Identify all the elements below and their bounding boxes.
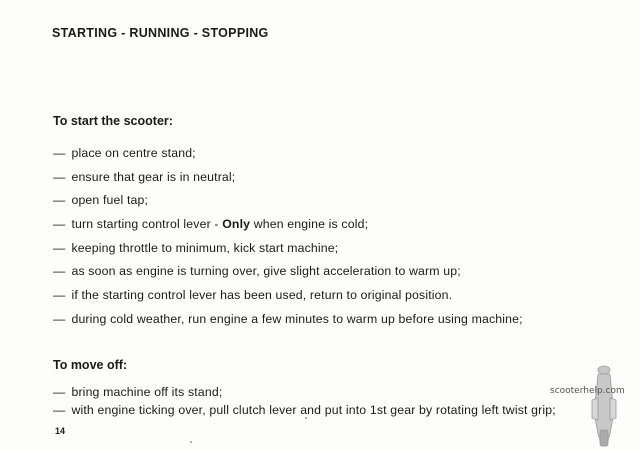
dash: — [53,193,66,208]
step-text: ensure that gear is in neutral; [71,169,236,184]
dash: — [53,240,66,255]
dash: — [53,402,66,417]
step-text: open fuel tap; [71,193,149,208]
step-text: if the starting control lever has been used, return to original position. [71,288,453,303]
step-text: during cold weather, run engine a few minutes to warm up before using machine; [71,311,523,326]
scooter-silhouette-icon [548,360,628,450]
dash: — [53,146,66,160]
start-steps-list [53,145,523,335]
start-section-heading: To start the scooter: [53,114,173,128]
list-item [53,216,523,240]
step-text: with engine ticking over, pull clutch lever and put into 1st gear by rotating left twist grip; [71,402,556,417]
list-item [53,384,556,402]
list-item [53,287,523,311]
page-number: 14 [55,426,66,436]
move-section-heading: To move off: [53,358,128,372]
dash: — [53,217,66,232]
print-speck [190,441,192,443]
watermark-text: scooterhelp.com [550,386,625,396]
list-item [53,311,523,335]
step-text-emphasis: Only [222,217,251,232]
list-item [53,145,523,169]
dash: — [53,169,66,184]
list-item [53,240,523,264]
dash: — [53,264,66,279]
step-text: place on centre stand; [71,146,196,160]
dash: — [53,385,66,399]
step-text-after: when engine is cold; [250,217,369,232]
dash: — [53,311,66,326]
step-text-before: turn starting control lever - [71,217,223,232]
list-item [53,192,523,216]
list-item [53,169,523,193]
step-text: bring machine off its stand; [71,385,223,399]
step-text: keeping throttle to minimum, kick start machine; [71,240,339,255]
list-item [53,263,523,287]
page-title: STARTING - RUNNING - STOPPING [52,26,269,40]
step-text: as soon as engine is turning over, give slight acceleration to warm up; [71,264,461,279]
dash: — [53,288,66,303]
move-steps-list [53,384,556,419]
print-speck [305,417,307,419]
